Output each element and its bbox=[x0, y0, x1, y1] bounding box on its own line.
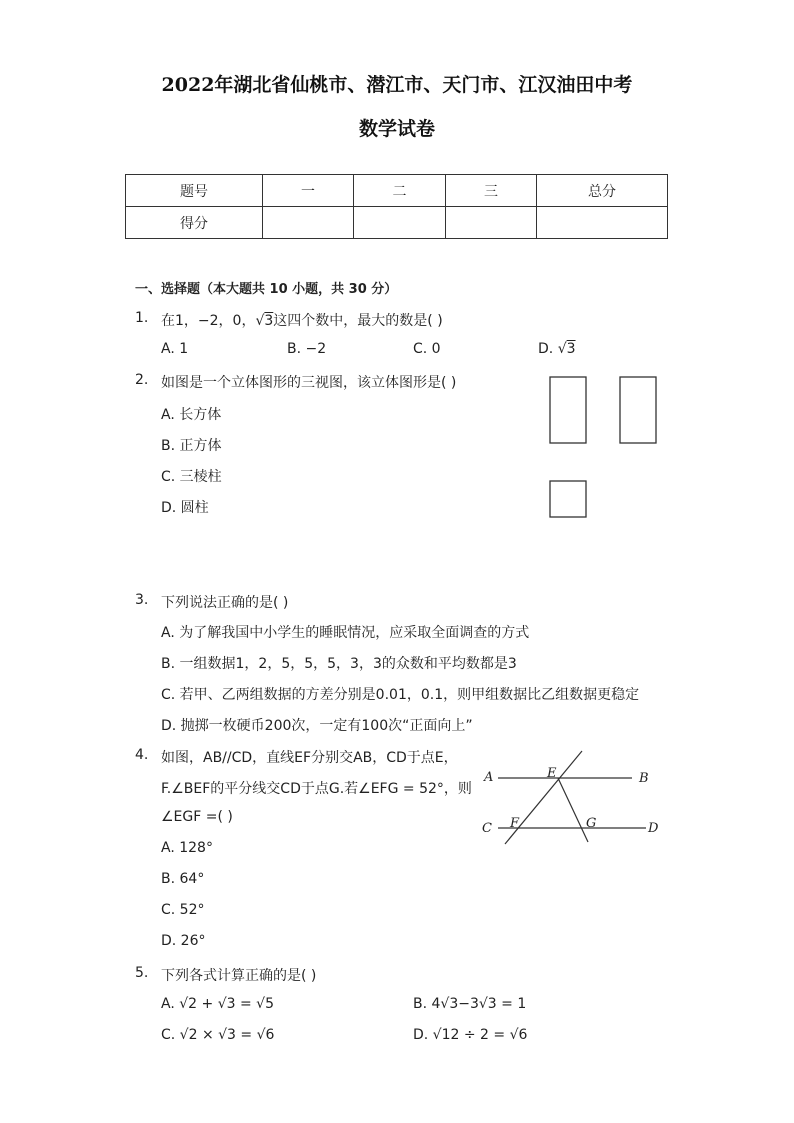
q5-option-b[interactable]: B. 4√3−3√3 = 1 bbox=[413, 996, 527, 1012]
question-number: 4. bbox=[135, 747, 149, 763]
q3-option-d[interactable]: D. 抛掷一枚硬币200次，一定有100次“正面向上” bbox=[161, 718, 473, 734]
page-title: 2022年湖北省仙桃市、潜江市、天门市、江汉油田中考 bbox=[161, 74, 633, 96]
three-views-figure bbox=[548, 375, 660, 520]
label-g: G bbox=[586, 816, 597, 831]
score-header-cell: 题号 bbox=[126, 175, 263, 207]
q5-stem: 下列各式计算正确的是( ) bbox=[161, 968, 317, 984]
q1-option-b[interactable]: B. −2 bbox=[287, 341, 327, 357]
sqrt-symbol: √ bbox=[557, 341, 567, 357]
q4-stem-line3: ∠EGF =( ) bbox=[161, 809, 233, 825]
q2-option-b[interactable]: B. 正方体 bbox=[161, 438, 222, 454]
q1-option-d-radicand: 3 bbox=[566, 341, 576, 357]
q1-stem-post: 这四个数中，最大的数是( ) bbox=[273, 313, 443, 329]
front-view-rect bbox=[550, 377, 586, 443]
q4-stem-line1: 如图，AB//CD，直线EF分别交AB，CD于点E， bbox=[161, 750, 458, 766]
page-subtitle: 数学试卷 bbox=[358, 118, 435, 140]
score-table-score-row bbox=[126, 207, 668, 239]
score-cell bbox=[354, 207, 446, 239]
question-number: 3. bbox=[135, 592, 149, 608]
q1-stem-radicand: 3 bbox=[264, 313, 274, 329]
label-e: E bbox=[547, 766, 557, 781]
q4-option-c[interactable]: C. 52° bbox=[161, 902, 205, 918]
score-header-cell: 二 bbox=[354, 175, 446, 207]
q4-stem-line2: F.∠BEF的平分线交CD于点G.若∠EFG = 52°，则 bbox=[161, 781, 472, 797]
q1-option-d-prefix: D. bbox=[538, 341, 558, 357]
q1-option-a[interactable]: A. 1 bbox=[161, 341, 189, 357]
score-header-cell: 一 bbox=[263, 175, 354, 207]
q2-stem: 如图是一个立体图形的三视图，该立体图形是( ) bbox=[161, 375, 457, 391]
question-number: 5. bbox=[135, 965, 149, 981]
q5-option-c[interactable]: C. √2 × √3 = √6 bbox=[161, 1027, 275, 1043]
q2-option-d[interactable]: D. 圆柱 bbox=[161, 500, 209, 516]
q5-option-d[interactable]: D. √12 ÷ 2 = √6 bbox=[413, 1027, 528, 1043]
section-heading: 一、选择题（本大题共 10 小题，共 30 分） bbox=[135, 282, 398, 297]
q1-option-d[interactable] bbox=[538, 341, 576, 357]
sqrt-symbol: √ bbox=[255, 313, 265, 329]
score-row-label: 得分 bbox=[126, 207, 263, 239]
score-header-cell: 三 bbox=[446, 175, 537, 207]
label-d: D bbox=[648, 821, 659, 836]
q2-option-a[interactable]: A. 长方体 bbox=[161, 407, 222, 423]
q4-option-a[interactable]: A. 128° bbox=[161, 840, 213, 856]
q5-option-a[interactable]: A. √2 + √3 = √5 bbox=[161, 996, 274, 1012]
score-cell bbox=[537, 207, 668, 239]
label-c: C bbox=[482, 821, 492, 836]
score-table-header-row bbox=[126, 175, 668, 207]
q3-stem: 下列说法正确的是( ) bbox=[161, 595, 289, 611]
q3-option-a[interactable]: A. 为了解我国中小学生的睡眠情况，应采取全面调查的方式 bbox=[161, 625, 530, 641]
label-b: B bbox=[639, 771, 649, 786]
label-f: F bbox=[510, 816, 520, 831]
label-a: A bbox=[484, 770, 494, 785]
score-cell bbox=[263, 207, 354, 239]
score-header-cell: 总分 bbox=[537, 175, 668, 207]
bisector-eg bbox=[558, 778, 588, 842]
side-view-rect bbox=[620, 377, 656, 443]
top-view-square bbox=[550, 481, 586, 517]
q1-stem bbox=[161, 310, 443, 330]
q3-option-b[interactable]: B. 一组数据1，2，5，5，5，3，3的众数和平均数都是3 bbox=[161, 656, 517, 672]
question-number: 2. bbox=[135, 372, 149, 388]
q2-option-c[interactable]: C. 三棱柱 bbox=[161, 469, 222, 485]
q4-option-b[interactable]: B. 64° bbox=[161, 871, 205, 887]
q1-option-c[interactable]: C. 0 bbox=[413, 341, 441, 357]
q1-stem-pre: 在1，−2，0， bbox=[161, 313, 256, 329]
q4-option-d[interactable]: D. 26° bbox=[161, 933, 206, 949]
q3-option-c[interactable]: C. 若甲、乙两组数据的方差分别是0.01，0.1，则甲组数据比乙组数据更稳定 bbox=[161, 687, 640, 703]
score-table bbox=[125, 174, 668, 239]
question-number: 1. bbox=[135, 310, 149, 326]
score-cell bbox=[446, 207, 537, 239]
parallel-lines-figure bbox=[478, 748, 663, 848]
